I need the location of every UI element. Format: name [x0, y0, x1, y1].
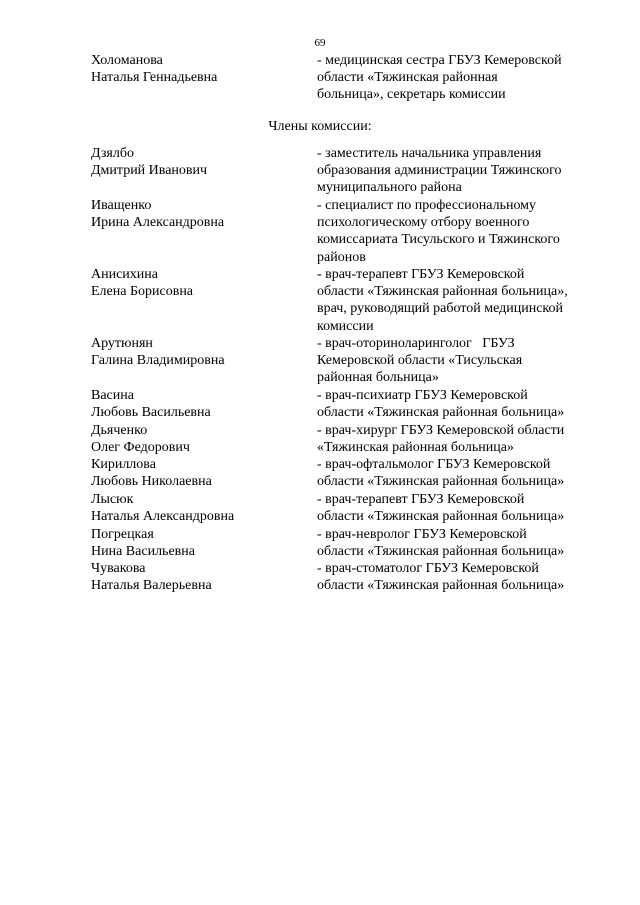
- member-given-name: Дмитрий Иванович: [91, 163, 208, 179]
- member-role-line: области «Тяжинская районная больница»: [317, 578, 565, 594]
- member-name: [91, 335, 311, 369]
- member-role: [317, 266, 607, 335]
- member-name: [91, 197, 311, 231]
- member-surname: Дзялбо: [91, 146, 134, 161]
- member-role: [317, 456, 607, 490]
- member-given-name: Ирина Александровна: [91, 215, 225, 231]
- member-name: [91, 560, 311, 594]
- member-given-name: Любовь Николаевна: [91, 474, 212, 490]
- member-given-name: Олег Федорович: [91, 440, 190, 456]
- page-number: 69: [314, 37, 326, 49]
- member-given-name: Любовь Васильевна: [91, 405, 211, 421]
- member-role-line: - врач-офтальмолог ГБУЗ Кемеровской: [317, 457, 551, 472]
- member-name: [91, 491, 311, 525]
- member-role-line: - врач-невролог ГБУЗ Кемеровской: [317, 527, 527, 542]
- member-role-line: - врач-терапевт ГБУЗ Кемеровской: [317, 267, 525, 282]
- member-name: [91, 422, 311, 456]
- member-role-line: области «Тяжинская районная больница»,: [317, 284, 568, 300]
- member-role: [317, 422, 607, 456]
- member-surname: Иващенко: [91, 198, 152, 213]
- member-given-name: Наталья Валерьевна: [91, 578, 212, 594]
- secretary-role-line: больница», секретарь комиссии: [317, 87, 506, 103]
- secretary-role: [317, 52, 607, 104]
- member-role: [317, 387, 607, 421]
- member-role-line: образования администрации Тяжинского: [317, 163, 562, 179]
- member-role-line: районов: [317, 249, 366, 265]
- member-role-line: - врач-хирург ГБУЗ Кемеровской области: [317, 423, 565, 438]
- member-role-line: врач, руководящий работой медицинской: [317, 301, 564, 317]
- member-role-line: - заместитель начальника управления: [317, 146, 542, 161]
- secretary-given-name: Наталья Геннадьевна: [91, 70, 218, 86]
- member-role-line: районная больница»: [317, 370, 439, 386]
- members-heading: Члены комиссии:: [268, 119, 372, 134]
- member-given-name: Нина Васильевна: [91, 544, 195, 560]
- member-given-name: Наталья Александровна: [91, 509, 235, 525]
- member-role: [317, 335, 607, 387]
- member-role-line: Кемеровской области «Тисульская: [317, 353, 523, 369]
- member-role-line: - врач-терапевт ГБУЗ Кемеровской: [317, 492, 525, 507]
- member-role-line: комиссариата Тисульского и Тяжинского: [317, 232, 560, 248]
- secretary-role-line: области «Тяжинская районная: [317, 70, 498, 86]
- member-surname: Кириллова: [91, 457, 156, 472]
- member-role-line: - специалист по профессиональному: [317, 198, 537, 213]
- member-surname: Чувакова: [91, 561, 146, 576]
- member-role: [317, 197, 607, 266]
- member-role: [317, 526, 607, 560]
- member-role-line: - врач-оториноларинголог ГБУЗ: [317, 336, 515, 351]
- member-surname: Дьяченко: [91, 423, 148, 438]
- member-role-line: психологическому отбору военного: [317, 215, 530, 231]
- member-surname: Погрецкая: [91, 527, 154, 542]
- member-role-line: комиссии: [317, 318, 374, 334]
- member-role-line: области «Тяжинская районная больница»: [317, 405, 565, 421]
- member-role-line: - врач-психиатр ГБУЗ Кемеровской: [317, 388, 528, 403]
- member-role-line: - врач-стоматолог ГБУЗ Кемеровской: [317, 561, 539, 576]
- member-given-name: Елена Борисовна: [91, 284, 194, 300]
- member-role-line: области «Тяжинская районная больница»: [317, 509, 565, 525]
- member-name: [91, 145, 311, 179]
- member-role: [317, 560, 607, 594]
- member-surname: Анисихина: [91, 267, 158, 282]
- secretary-role-line: - медицинская сестра ГБУЗ Кемеровской: [317, 53, 562, 68]
- member-role-line: области «Тяжинская районная больница»: [317, 474, 565, 490]
- member-name: [91, 387, 311, 421]
- member-name: [91, 526, 311, 560]
- member-surname: Лысюк: [91, 492, 134, 507]
- member-given-name: Галина Владимировна: [91, 353, 225, 369]
- member-role: [317, 491, 607, 525]
- member-name: [91, 456, 311, 490]
- member-role-line: муниципального района: [317, 180, 462, 196]
- member-surname: Васина: [91, 388, 134, 403]
- member-name: [91, 266, 311, 300]
- member-role-line: области «Тяжинская районная больница»: [317, 544, 565, 560]
- secretary-name: [91, 52, 311, 86]
- member-role: [317, 145, 607, 197]
- member-surname: Арутюнян: [91, 336, 153, 351]
- member-role-line: «Тяжинская районная больница»: [317, 440, 514, 456]
- secretary-surname: Холоманова: [91, 53, 163, 68]
